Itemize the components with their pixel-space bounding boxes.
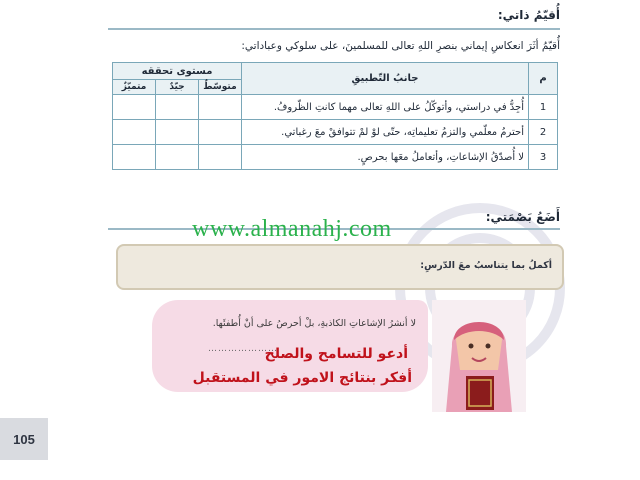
table-row — [113, 95, 558, 120]
level-checkbox-cell[interactable] — [156, 120, 199, 145]
table-row — [113, 120, 558, 145]
section-title-summary: أَضَعُ بَصْمَتي: — [485, 210, 560, 224]
level-checkbox-cell[interactable] — [156, 145, 199, 170]
handwritten-answer-line: أدعو للتسامح والصلح — [264, 346, 408, 362]
row-application-text: أُجِدُّ في دراستي، وأتوكّلُ على اللهِ تعالى مهما كانتِ الظّروفُ. — [242, 95, 529, 120]
self-evaluation-table — [112, 62, 558, 170]
column-header-level-group: مستوى تحققه — [113, 63, 242, 80]
level-checkbox-cell[interactable] — [199, 120, 242, 145]
row-application-text: أحترمُ معلّمي والتزمُ تعليماتِه، حتّى لوْ لمْ تتوافقْ معَ رغباتي. — [242, 120, 529, 145]
column-header-level: متميّزٌ — [113, 80, 156, 95]
level-checkbox-cell[interactable] — [113, 120, 156, 145]
level-checkbox-cell[interactable] — [113, 145, 156, 170]
level-checkbox-cell[interactable] — [199, 145, 242, 170]
level-checkbox-cell[interactable] — [199, 95, 242, 120]
column-header-number: م — [529, 63, 558, 95]
girl-illustration — [432, 300, 526, 412]
table-header-row — [113, 63, 558, 80]
row-number: 3 — [529, 145, 558, 170]
level-checkbox-cell[interactable] — [156, 95, 199, 120]
section-divider — [108, 28, 560, 30]
summary-prompt-box — [116, 244, 564, 290]
handwritten-answer-line: أفكر بنتائج الامور في المستقبل — [192, 370, 412, 386]
page-margin — [0, 0, 52, 480]
answer-blank-dots: ………………… — [208, 344, 278, 354]
column-header-level: متوسّطٌ — [199, 80, 242, 95]
table-row — [113, 145, 558, 170]
bubble-quote: لا أنشرُ الإشاعاتِ الكاذبةِ، بلْ أحرصُ على أنْ أُطفئَها. — [212, 318, 416, 329]
instruction-text: أُقيّمُ أثَرَ انعكاسِ إيماني بنصرِ اللهِ تعالى للمسلمينَ، على سلوكي وعباداتي: — [241, 40, 560, 52]
site-watermark: www.almanahj.com — [192, 216, 392, 242]
column-header-level: جيّدٌ — [156, 80, 199, 95]
column-header-application: جانبُ التّطبيقِ — [242, 63, 529, 95]
summary-prompt-text: أكملُ بما يتناسبُ معَ الدّرسِ: — [420, 260, 552, 271]
section-title-self-evaluation: أُقيّمُ ذاتي: — [497, 8, 560, 22]
row-number: 2 — [529, 120, 558, 145]
row-application-text: لا أُصدّقُ الإشاعاتِ، وأتعاملُ معَها بحرصٍ. — [242, 145, 529, 170]
level-checkbox-cell[interactable] — [113, 95, 156, 120]
page-number: 105 — [0, 418, 48, 460]
row-number: 1 — [529, 95, 558, 120]
